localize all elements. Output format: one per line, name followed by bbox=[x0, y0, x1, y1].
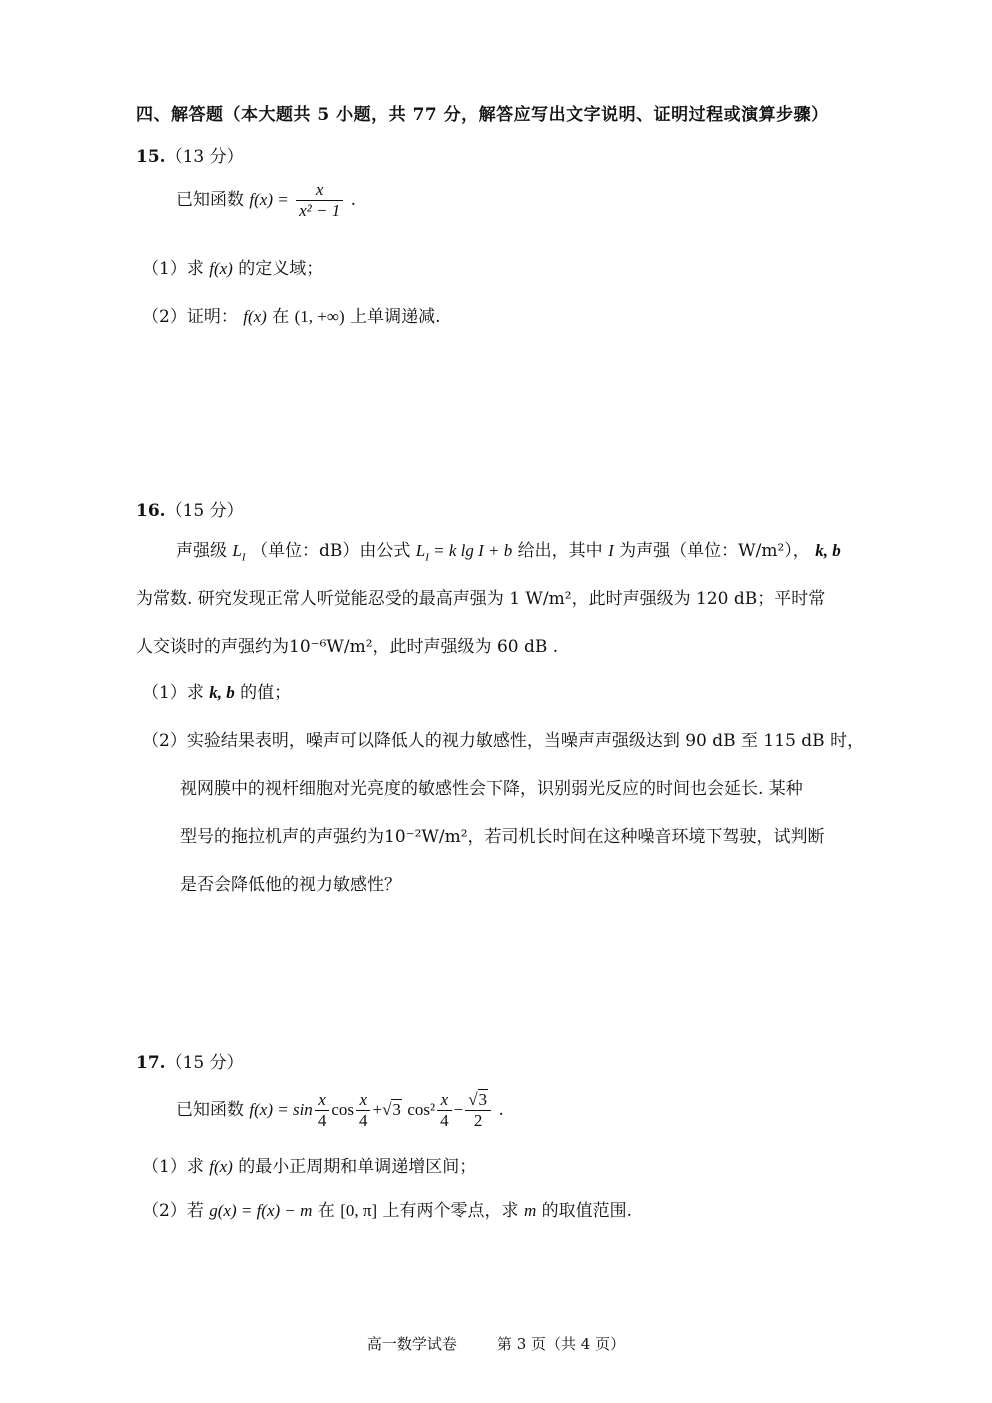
q15-p1-label: （1）求 bbox=[142, 259, 204, 279]
q15-p2-fx: f(x) bbox=[243, 307, 267, 326]
q16-part1 bbox=[142, 678, 291, 703]
q17-p2-m: m bbox=[523, 1201, 537, 1220]
q17-header bbox=[136, 1048, 244, 1073]
q17-score: （15 分） bbox=[165, 1053, 244, 1073]
q16-part2-line3: 型号的拖拉机声的声强约为10⁻²W/m²，若司机长时间在这种噪音环境下驾驶，试判断 bbox=[180, 827, 825, 847]
page-footer bbox=[0, 1333, 992, 1354]
q17-part2 bbox=[142, 1196, 632, 1221]
q17-p2-label: （2）若 bbox=[142, 1201, 204, 1221]
q16-kb-symbol: k, b bbox=[815, 541, 841, 560]
q15-p2-label: （2）证明： bbox=[142, 307, 238, 327]
q15-frac-num: x bbox=[296, 180, 343, 201]
q17-frac4-radicand: 3 bbox=[478, 1090, 488, 1109]
q15-part2 bbox=[142, 302, 440, 327]
footer-page-number: 第 3 页（共 4 页） bbox=[496, 1335, 626, 1353]
q15-p1-fx: f(x) bbox=[209, 259, 233, 278]
q16-line1 bbox=[176, 536, 841, 564]
q17-p2-gx: g(x) = f(x) − m bbox=[209, 1201, 313, 1220]
q17-number: 17. bbox=[136, 1053, 166, 1073]
q17-frac4 bbox=[465, 1090, 491, 1131]
q17-frac1-den: 4 bbox=[317, 1111, 327, 1130]
q15-part1 bbox=[142, 254, 323, 279]
section-title: 四、解答题（本大题共 5 小题，共 77 分，解答应写出文字说明、证明过程或演算步骤） bbox=[136, 105, 829, 125]
q17-frac4-den: 2 bbox=[473, 1111, 483, 1130]
q17-p1-text: 的最小正周期和单调递增区间； bbox=[238, 1157, 477, 1177]
q15-p2-text: 上单调递减. bbox=[350, 307, 441, 327]
q16-l1-b: （单位：dB）由公式 bbox=[250, 541, 411, 561]
q17-plus: + bbox=[372, 1100, 383, 1119]
q17-p1-label: （1）求 bbox=[142, 1157, 204, 1177]
q17-sqrt3-radicand: 3 bbox=[392, 1100, 401, 1119]
q15-function-line bbox=[176, 180, 356, 221]
q16-part2-line1: （2）实验结果表明，噪声可以降低人的视力敏感性，当噪声声强级达到 90 dB 至 115 dB 时， bbox=[142, 731, 865, 751]
q17-frac4-num: √3 bbox=[465, 1090, 491, 1111]
q17-frac1-num: x bbox=[315, 1090, 330, 1111]
q16-header bbox=[136, 496, 244, 521]
q17-sqrt3: √3 bbox=[382, 1100, 401, 1119]
q17-fx: f(x) = sin bbox=[249, 1100, 313, 1119]
q17-frac3-den: 4 bbox=[440, 1111, 449, 1130]
q15-intro: 已知函数 bbox=[176, 190, 244, 210]
q17-function-line bbox=[176, 1090, 504, 1131]
q16-line3: 人交谈时的声强约为10⁻⁶W/m²，此时声强级为 60 dB . bbox=[136, 637, 559, 657]
q16-p1-text: 的值； bbox=[240, 683, 292, 703]
q16-part2-line2: 视网膜中的视杆细胞对光亮度的敏感性会下降，识别弱光反应的时间也会延长. 某种 bbox=[180, 779, 803, 799]
q16-formula: $L_I = k$ lg I + b bbox=[415, 541, 513, 564]
q16-score: （15 分） bbox=[165, 501, 244, 521]
q16-p1-label: （1）求 bbox=[142, 683, 204, 703]
q15-p1-text: 的定义域； bbox=[238, 259, 324, 279]
q15-end: . bbox=[350, 190, 357, 210]
q16-p1-kb: k, b bbox=[209, 683, 235, 702]
q17-minus: − bbox=[453, 1100, 464, 1119]
q17-cos2: cos² bbox=[407, 1100, 436, 1119]
q16-L-symbol: $L_I$ bbox=[232, 541, 246, 564]
q16-formula-rhs: = k lg I + b bbox=[433, 541, 513, 560]
q15-fx: f(x) = bbox=[249, 190, 289, 209]
q15-fraction bbox=[296, 180, 343, 221]
q15-p2-interval: (1, +∞) bbox=[294, 307, 345, 326]
q17-p1-fx: f(x) bbox=[209, 1157, 233, 1176]
q17-cos: cos bbox=[331, 1100, 354, 1119]
footer-exam-name: 高一数学试卷 bbox=[366, 1335, 457, 1353]
q17-part1 bbox=[142, 1152, 476, 1177]
q16-part2-line4: 是否会降低他的视力敏感性？ bbox=[180, 875, 401, 895]
q17-frac2 bbox=[356, 1090, 371, 1131]
q17-p2-mid: 在 bbox=[317, 1201, 335, 1221]
q17-frac3 bbox=[437, 1090, 452, 1131]
q17-end: . bbox=[498, 1100, 504, 1120]
q16-number: 16. bbox=[136, 501, 166, 521]
q15-number: 15. bbox=[136, 147, 166, 167]
q16-I-symbol: I bbox=[608, 541, 614, 560]
q16-l1-a: 声强级 bbox=[176, 541, 227, 561]
q17-p2-text: 上有两个零点，求 bbox=[382, 1201, 519, 1221]
q15-frac-den: x² − 1 bbox=[299, 201, 341, 220]
q17-frac1 bbox=[315, 1090, 330, 1131]
q16-l1-d: 为声强（单位：W/m²）， bbox=[619, 541, 810, 561]
q15-score: （13 分） bbox=[165, 147, 244, 167]
q15-header bbox=[136, 142, 244, 167]
q16-l1-c: 给出，其中 bbox=[517, 541, 603, 561]
q17-intro: 已知函数 bbox=[176, 1100, 244, 1120]
q17-p2-interval: [0, π] bbox=[340, 1201, 378, 1220]
q17-frac2-den: 4 bbox=[358, 1111, 368, 1130]
q17-frac2-num: x bbox=[356, 1090, 371, 1111]
q17-frac3-num: x bbox=[437, 1090, 452, 1111]
q16-line2: 为常数. 研究发现正常人听觉能忍受的最高声强为 1 W/m²，此时声强级为 120 dB；平时常 bbox=[136, 589, 826, 609]
q17-p2-end: 的取值范围. bbox=[541, 1201, 633, 1221]
q15-p2-mid: 在 bbox=[272, 307, 290, 327]
